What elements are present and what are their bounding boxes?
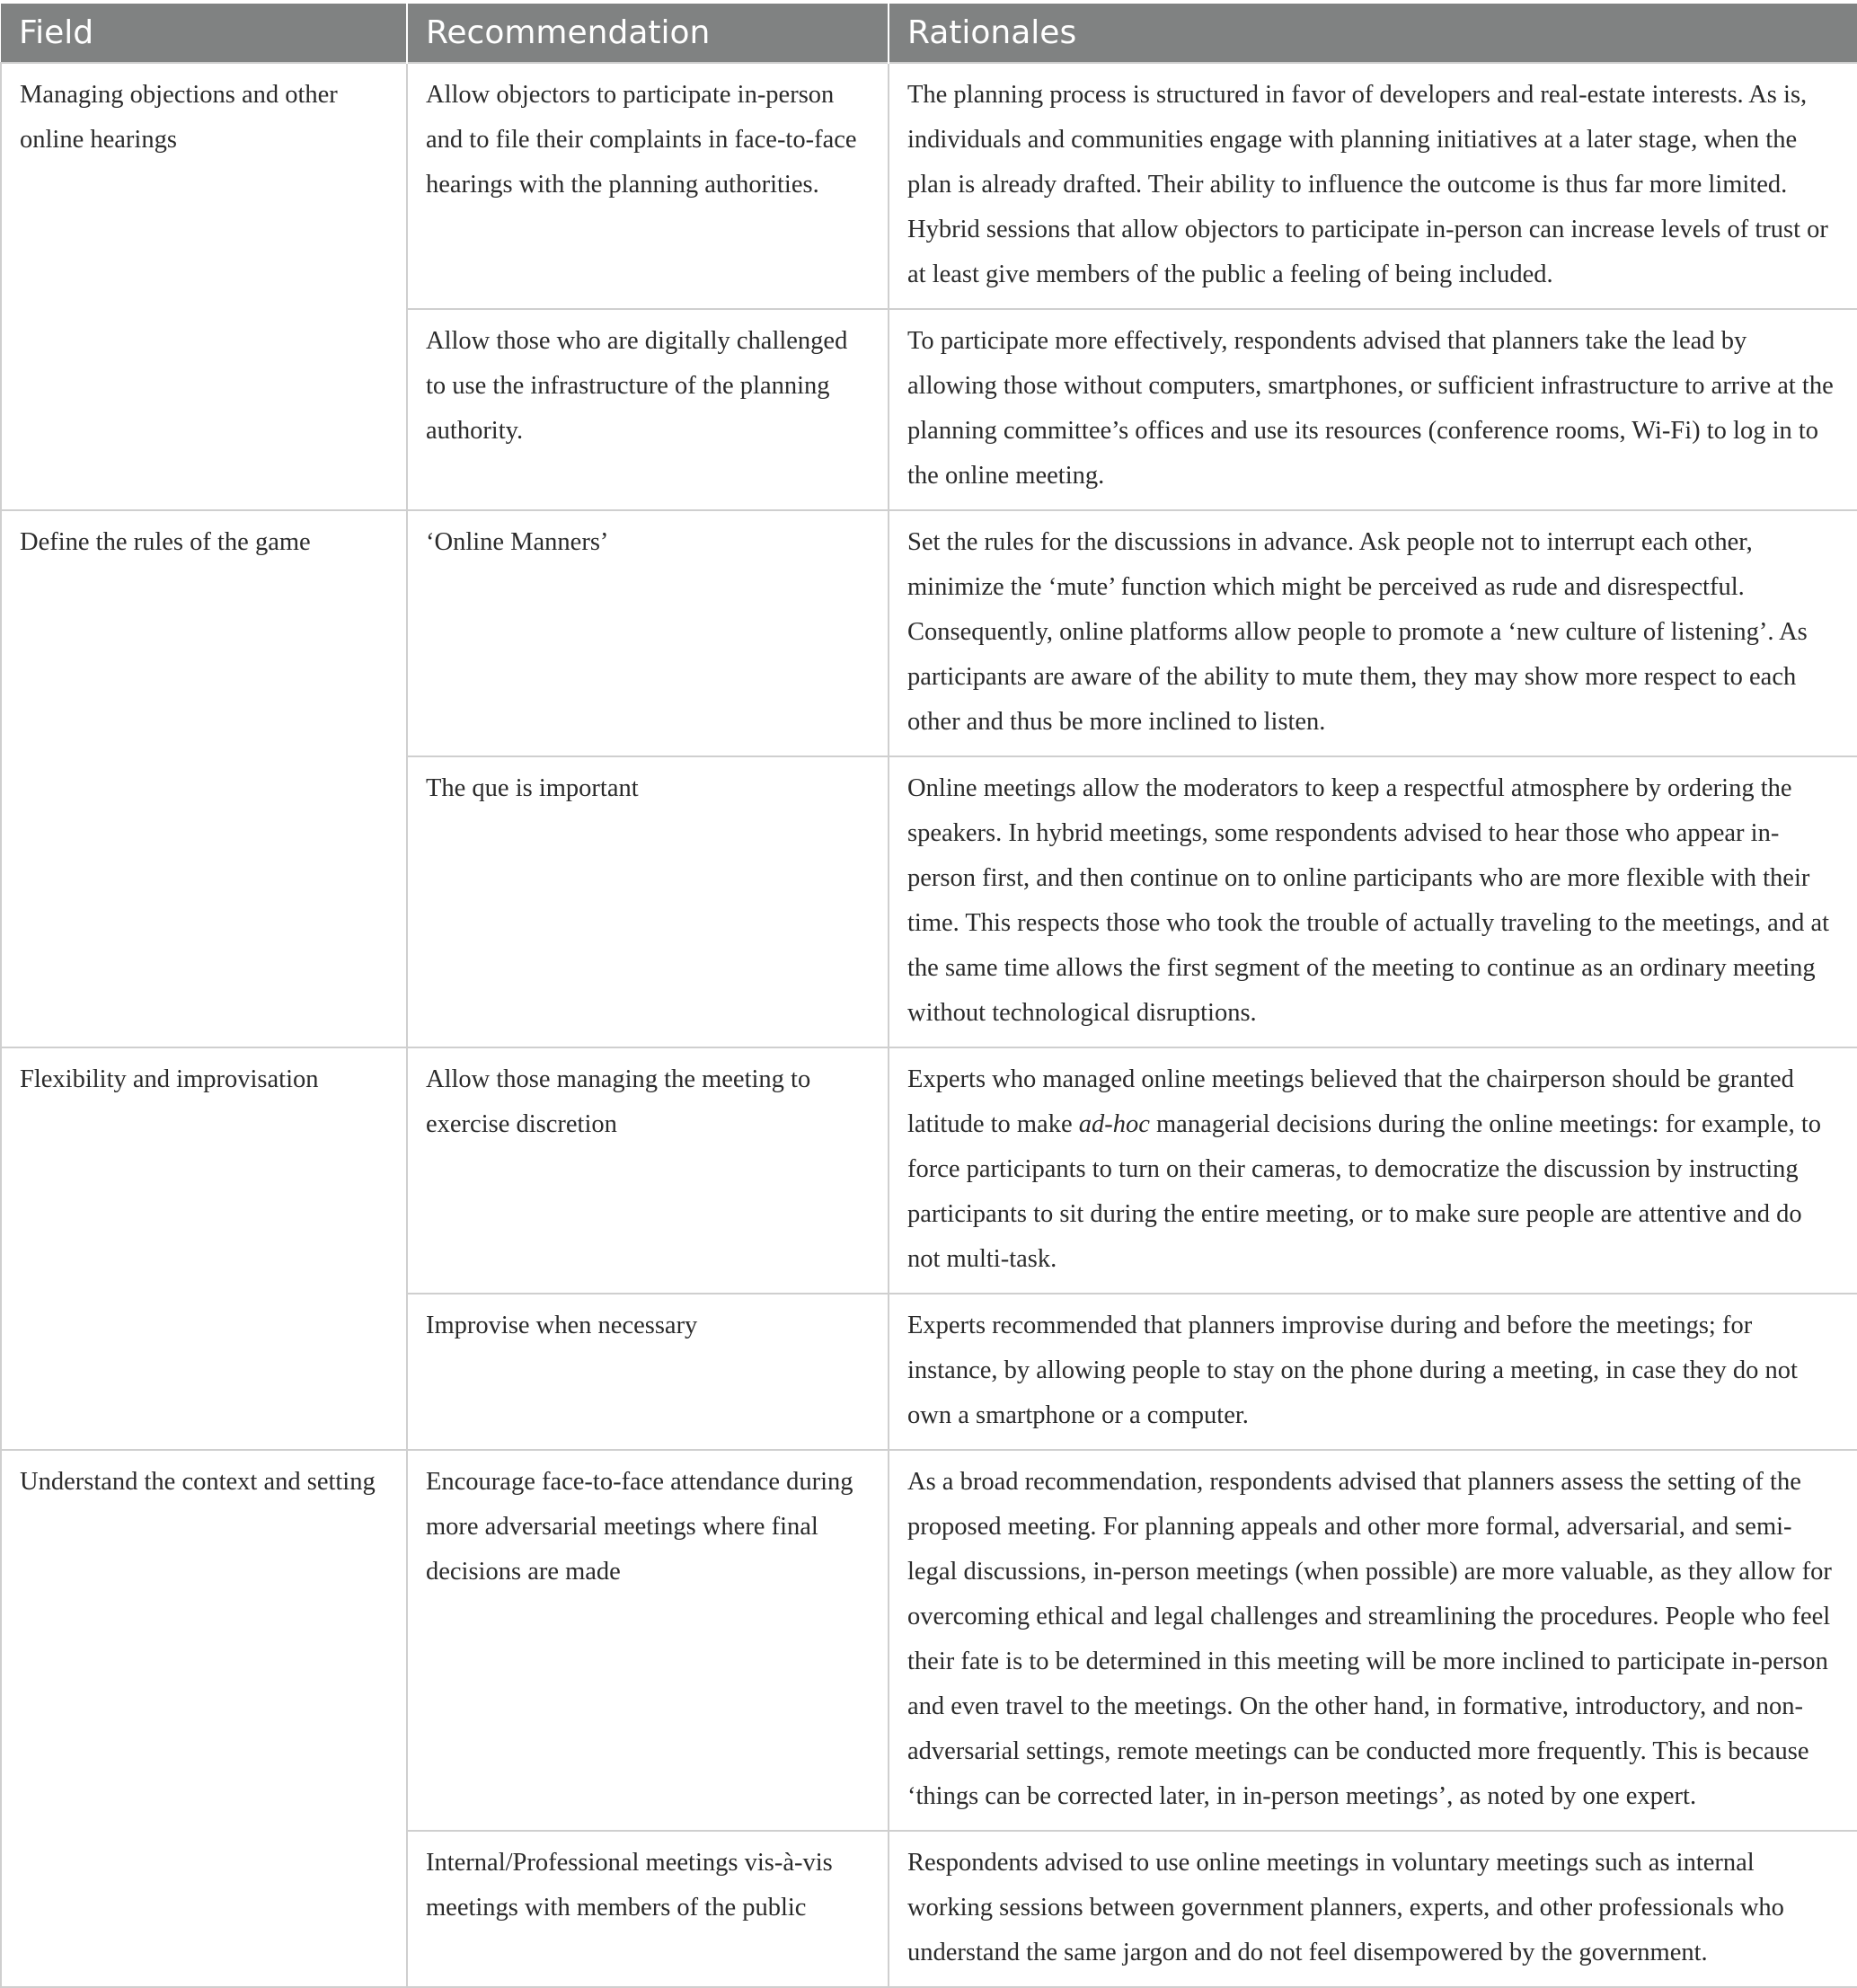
header-field: Field: [1, 4, 407, 63]
recommendation-cell: Internal/Professional meetings vis-à-vis meetings with members of the public: [407, 1831, 889, 1987]
field-cell: Define the rules of the game: [1, 510, 407, 1047]
recommendations-table: [0, 4, 1857, 1988]
rationale-cell: Experts recommended that planners improvise during and before the meetings; for instance, by allowing people to stay on the phone during a meeting, in case they do not own a smartphone or a computer.: [889, 1294, 1857, 1450]
recommendation-cell: Improvise when necessary: [407, 1294, 889, 1450]
rationale-cell: To participate more effectively, respondents advised that planners take the lead by allowing those without computers, smartphones, or sufficient infrastructure to arrive at the planning committee’s offices and use its resources (conference rooms, Wi-Fi) to log in to the online meeting.: [889, 309, 1857, 510]
recommendation-cell: Encourage face-to-face attendance during more adversarial meetings where final decisions are made: [407, 1450, 889, 1831]
rationale-cell: Respondents advised to use online meetings in voluntary meetings such as internal working sessions between government planners, experts, and other professionals who understand the same jargon and do not feel disempowered by the government.: [889, 1831, 1857, 1987]
rationale-text-post: managerial decisions during the online meetings: for example, to force participants to turn on their cameras, to democratize the discussion by instructing participants to sit during the entire meeting, or to make sure people are attentive and do not multi-task.: [907, 1110, 1821, 1273]
table-row: [1, 510, 1857, 756]
rationale-cell: The planning process is structured in favor of developers and real-estate interests. As is, individuals and communities engage with planning initiatives at a later stage, when the plan is already drafted. Their ability to influence the outcome is thus far more limited. Hybrid sessions that allow objectors to participate in-person can increase levels of trust or at least give members of the public a feeling of being included.: [889, 63, 1857, 309]
rationale-text-pre: Experts who managed online meetings believed that the chairperson should be granted latitude to make: [907, 1065, 1794, 1138]
header-recommendation: Recommendation: [407, 4, 889, 63]
recommendation-cell: The que is important: [407, 756, 889, 1047]
field-cell: Understand the context and setting: [1, 1450, 407, 1987]
recommendation-cell: Allow objectors to participate in-person and to file their complaints in face-to-face hearings with the planning authorities.: [407, 63, 889, 309]
table-row: [1, 1450, 1857, 1831]
table-header: [1, 4, 1857, 63]
header-row: [1, 4, 1857, 63]
header-rationales: Rationales: [889, 4, 1857, 63]
recommendation-cell: Allow those who are digitally challenged to use the infrastructure of the planning authority.: [407, 309, 889, 510]
recommendation-cell: Allow those managing the meeting to exercise discretion: [407, 1047, 889, 1294]
rationale-text-italic: ad-hoc: [1078, 1110, 1150, 1138]
rationale-cell: As a broad recommendation, respondents advised that planners assess the setting of the proposed meeting. For planning appeals and other more formal, adversarial, and semi-legal discussions, in-person meetings (when possible) are more valuable, as they allow for overcoming ethical and legal challenges and streamlining the procedures. People who feel their fate is to be determined in this meeting will be more inclined to participate in-person and even travel to the meetings. On the other hand, in formative, introductory, and non-adversarial settings, remote meetings can be conducted more frequently. This is because ‘things can be corrected later, in in-person meetings’, as noted by one expert.: [889, 1450, 1857, 1831]
field-cell: Flexibility and improvisation: [1, 1047, 407, 1450]
recommendation-cell: ‘Online Manners’: [407, 510, 889, 756]
table-body: [1, 63, 1857, 1987]
field-cell: Managing objections and other online hearings: [1, 63, 407, 510]
rationale-cell: [889, 1047, 1857, 1294]
table-row: [1, 63, 1857, 309]
rationale-cell: Set the rules for the discussions in advance. Ask people not to interrupt each other, minimize the ‘mute’ function which might be perceived as rude and disrespectful. Consequently, online platforms allow people to promote a ‘new culture of listening’. As participants are aware of the ability to mute them, they may show more respect to each other and thus be more inclined to listen.: [889, 510, 1857, 756]
table-row: [1, 1047, 1857, 1294]
rationale-cell: Online meetings allow the moderators to keep a respectful atmosphere by ordering the speakers. In hybrid meetings, some respondents advised to hear those who appear in-person first, and then continue on to online participants who are more flexible with their time. This respects those who took the trouble of actually traveling to the meetings, and at the same time allows the first segment of the meeting to continue as an ordinary meeting without technological disruptions.: [889, 756, 1857, 1047]
